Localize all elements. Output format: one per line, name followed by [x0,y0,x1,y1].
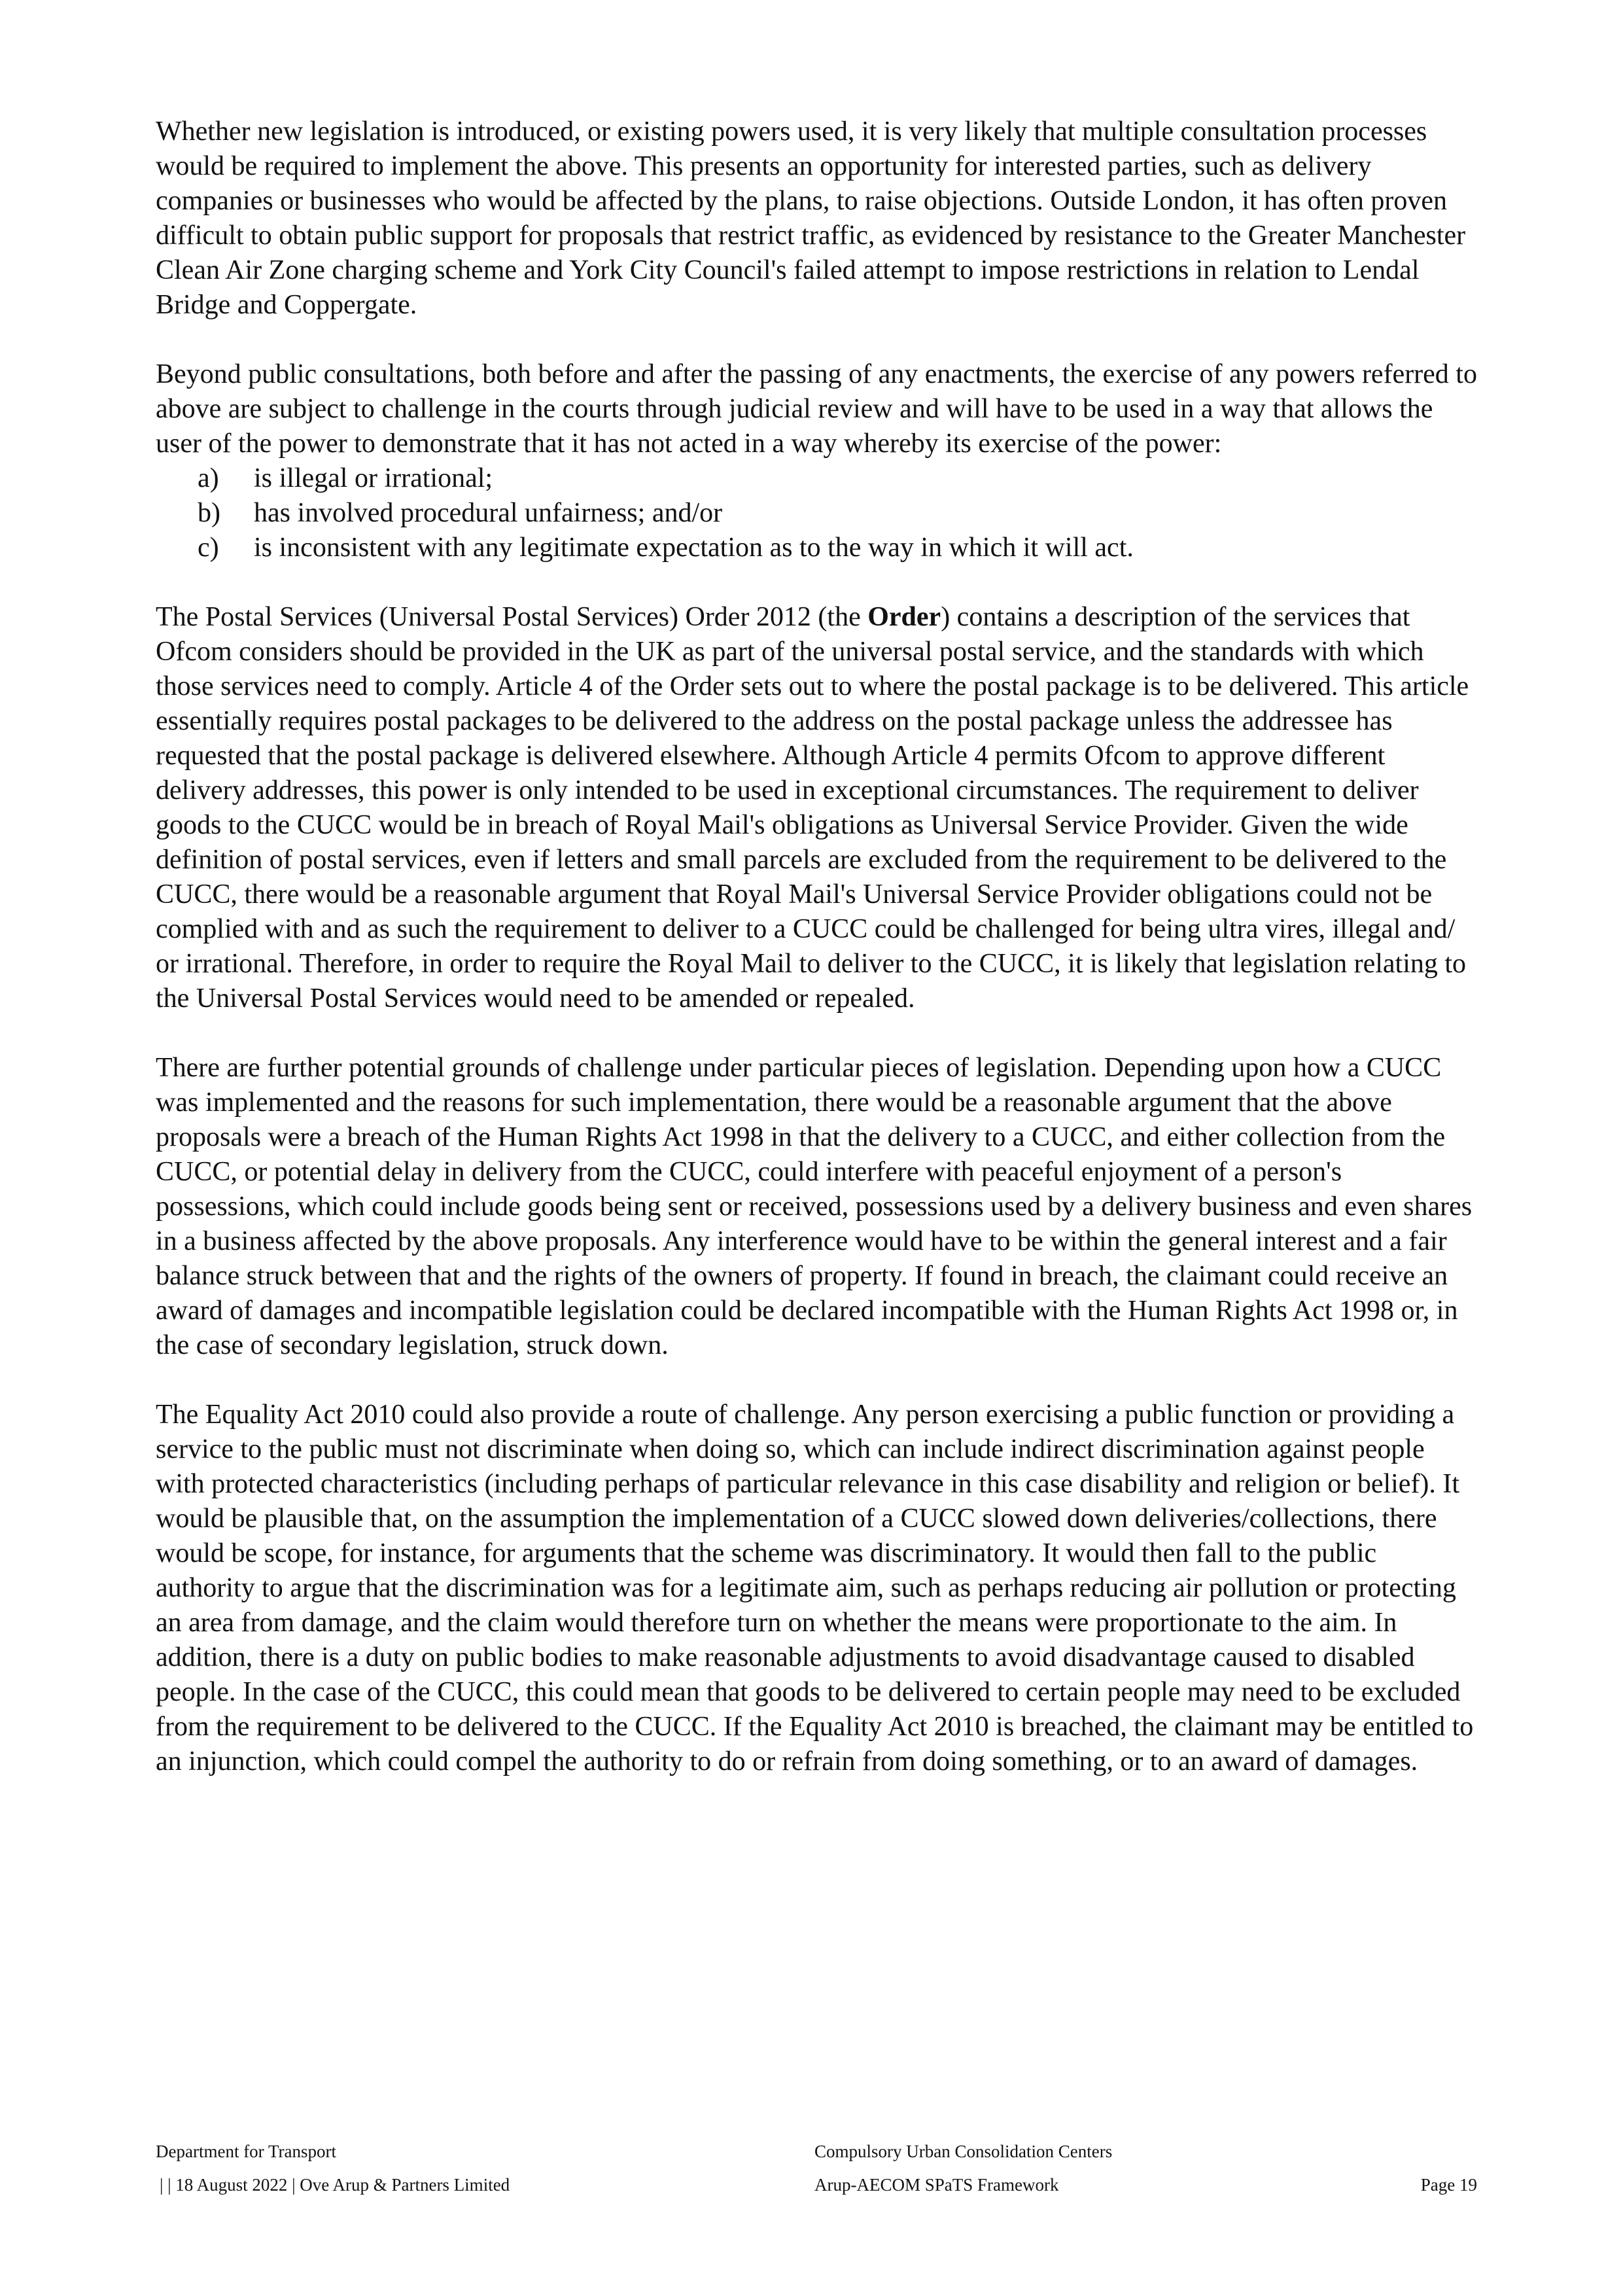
postal-order-text-start: The Postal Services (Universal Postal Services) Order 2012 (the [156,602,868,632]
list-item-text: is inconsistent with any legitimate expectation as to the way in which it will act. [254,533,1134,563]
list-item-text: is illegal or irrational; [254,463,493,493]
postal-order-text-rest: ) contains a description of the services that Ofcom considers should be provided in the UK as part of the universal postal service, and the standards with which those services need to comply. Article 4 of the Order sets out to where the postal package is to be delivered. This article essentially requires postal packages to be delivered to the address on the postal package unless the addressee has requested that the postal package is delivered elsewhere. Although Article 4 permits Ofcom to approve different delivery addresses, this power is only intended to be used in exceptional circumstances. The requirement to deliver goods to the CUCC would be in breach of Royal Mail's obligations as Universal Service Provider. Given the wide definition of postal services, even if letters and small parcels are excluded from the requirement to be delivered to the CUCC, there would be a reasonable argument that Royal Mail's Universal Service Provider obligations could not be complied with and as such the requirement to deliver to a CUCC could be challenged for being ultra vires, illegal and/ or irrational. Therefore, in order to require the Royal Mail to deliver to the CUCC, it is likely that legislation relating to the Universal Postal Services would need to be amended or repealed. [156,602,1469,1014]
list-item [156,531,1480,565]
paragraph-human-rights: There are further potential grounds of challenge under particular pieces of legislation. Depending upon how a CUCC was implemented and the reasons for such implementation, there would be a reasonable argument that the above proposals were a breach of the Human Rights Act 1998 in that the delivery to a CUCC, and either collection from the CUCC, or potential delay in delivery from the CUCC, could interfere with peaceful enjoyment of a person's possessions, which could include goods being sent or received, possessions used by a delivery business and even shares in a business affected by the above proposals. Any interference would have to be within the general interest and a fair balance struck between that and the rights of the owners of property. If found in breach, the claimant could receive an award of damages and incompatible legislation could be declared incompatible with the Human Rights Act 1998 or, in the case of secondary legislation, struck down. [156,1053,1473,1360]
footer-framework: Arup-AECOM SPaTS Framework [814,2175,1059,2195]
challenge-grounds-list [156,461,1480,565]
paragraph-consultation: Whether new legislation is introduced, or existing powers used, it is very likely that multiple consultation processes would be required to implement the above. This presents an opportunity for interested parties, such as delivery companies or businesses who would be affected by the plans, to raise objections. Outside London, it has often proven difficult to obtain public support for proposals that restrict traffic, as evidenced by resistance to the Greater Manchester Clean Air Zone charging scheme and York City Council's failed attempt to impose restrictions in relation to Lendal Bridge and Coppergate. [156,116,1466,320]
list-item-text: has involved procedural unfairness; and/or [254,498,723,528]
list-marker: a) [198,463,219,493]
list-marker: c) [198,533,219,563]
footer-client: Department for Transport [156,2142,336,2161]
list-item [156,461,1480,496]
paragraph-postal-order [156,600,1480,1016]
list-item [156,496,1480,531]
page-body [156,115,1480,1814]
paragraph-judicial-review: Beyond public consultations, both before and after the passing of any enactments, the exercise of any powers referred to above are subject to challenge in the courts through judicial review and will have to be used in a way that allows the user of the power to demonstrate that it has not acted in a way whereby its exercise of the power: [156,359,1477,459]
list-marker: b) [198,498,220,528]
footer-doc-ref: | | 18 August 2022 | Ove Arup & Partners Limited [160,2175,510,2195]
footer-title: Compulsory Urban Consolidation Centers [814,2142,1113,2161]
defined-term-order: Order [867,602,941,632]
paragraph-equality-act: The Equality Act 2010 could also provide a route of challenge. Any person exercising a public function or providing a service to the public must not discriminate when doing so, which can include indirect discrimination against people with protected characteristics (including perhaps of particular relevance in this case disability and religion or belief). It would be plausible that, on the assumption the implementation of a CUCC slowed down deliveries/collections, there would be scope, for instance, for arguments that the scheme was discriminatory. It would then fall to the public authority to argue that the discrimination was for a legitimate aim, such as perhaps reducing air pollution or protecting an area from damage, and the claim would therefore turn on whether the means were proportionate to the aim. In addition, there is a duty on public bodies to make reasonable adjustments to avoid disadvantage caused to disabled people. In the case of the CUCC, this could mean that goods to be delivered to certain people may need to be excluded from the requirement to be delivered to the CUCC. If the Equality Act 2010 is breached, the claimant may be entitled to an injunction, which could compel the authority to do or refrain from doing something, or to an award of damages. [156,1400,1474,1776]
footer-page-number: Page 19 [1420,2175,1477,2195]
